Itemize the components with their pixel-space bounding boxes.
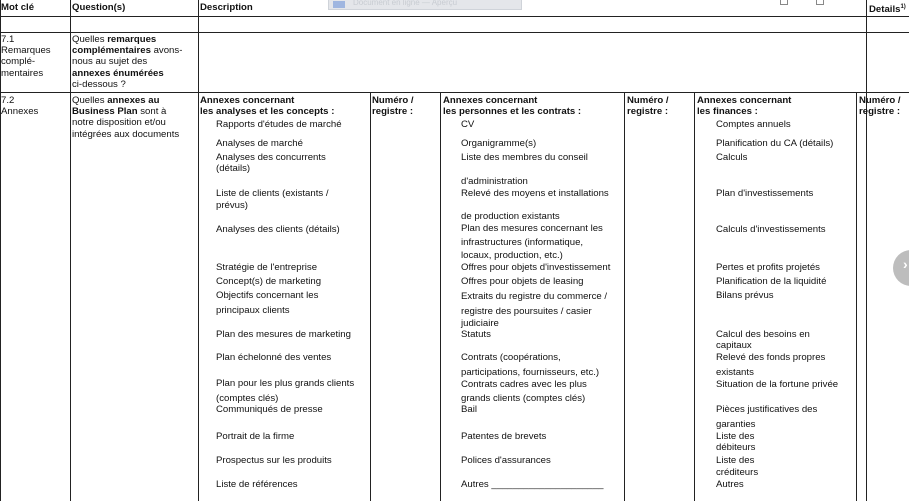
viewer-corner-icons bbox=[780, 0, 840, 6]
annex-item: existants bbox=[716, 367, 754, 378]
annex-item: registre des poursuites / casier bbox=[461, 306, 592, 317]
annex-item: Analyses des concurrents bbox=[216, 152, 326, 163]
annex-item: capitaux bbox=[716, 340, 752, 351]
annex-item: (détails) bbox=[216, 163, 251, 174]
annex-item: d'administration bbox=[461, 176, 528, 187]
row71-question-line: Quelles remarques bbox=[72, 34, 157, 45]
row71-question-line: ci-dessous ? bbox=[72, 78, 126, 90]
subcolumn-divider-col3 bbox=[694, 93, 695, 501]
col2-header: Annexes concernant les personnes et les contrats : bbox=[443, 95, 582, 118]
numero-header-3: Numéro / registre : bbox=[859, 95, 901, 118]
annex-item: (comptes clés) bbox=[216, 393, 279, 404]
header-details bbox=[869, 4, 906, 15]
annex-item: Liste des membres du conseil bbox=[461, 152, 588, 163]
column-divider-details bbox=[866, 0, 867, 501]
annex-item: Liste de références bbox=[216, 479, 298, 490]
annex-item: Statuts bbox=[461, 329, 491, 340]
annex-item: Portrait de la firme bbox=[216, 431, 295, 442]
annex-item: judiciaire bbox=[461, 318, 499, 329]
annex-item: Plan des mesures concernant les bbox=[461, 223, 603, 234]
row71-question-line: annexes énumérées bbox=[72, 67, 164, 79]
numero-header-1: Numéro / registre : bbox=[372, 95, 414, 118]
annex-item: prévus) bbox=[216, 200, 248, 211]
annex-item: Planification de la liquidité bbox=[716, 276, 827, 287]
subcolumn-divider-numero3 bbox=[856, 93, 857, 501]
annex-item: Situation de la fortune privée bbox=[716, 379, 839, 390]
annex-item: Analyses des clients (détails) bbox=[216, 224, 340, 235]
header-details-footnote: 1) bbox=[900, 3, 906, 10]
row-divider-7-1 bbox=[0, 32, 909, 33]
row71-key-line: mentaires bbox=[1, 67, 44, 79]
annex-item: Plan d'investissements bbox=[716, 188, 814, 199]
annex-item: Organigramme(s) bbox=[461, 138, 537, 149]
annex-item: Comptes annuels bbox=[716, 119, 791, 130]
annex-item: Liste des bbox=[716, 431, 755, 442]
annex-item: Bilans prévus bbox=[716, 290, 774, 301]
annex-item: Plan des mesures de marketing bbox=[216, 329, 351, 340]
subcolumn-divider-numero2 bbox=[624, 93, 625, 501]
annex-item: infrastructures (informatique, bbox=[461, 237, 584, 248]
annex-item: Bail bbox=[461, 404, 477, 415]
annex-item: Patentes de brevets bbox=[461, 431, 547, 442]
annex-item: Analyses de marché bbox=[216, 138, 303, 149]
row71-key-line: Remarques bbox=[1, 45, 51, 57]
window-control-icon[interactable] bbox=[780, 0, 788, 5]
chevron-right-icon: › bbox=[903, 256, 908, 272]
viewer-overlay-text: Document en ligne — Aperçu bbox=[353, 0, 458, 7]
annex-item: Polices d'assurances bbox=[461, 455, 551, 466]
row72-question-line: intégrées aux documents bbox=[72, 128, 180, 140]
subcolumn-divider-numero1 bbox=[370, 93, 371, 501]
annex-item: Stratégie de l'entreprise bbox=[216, 262, 318, 273]
annex-item: participations, fournisseurs, etc.) bbox=[461, 367, 600, 378]
annex-item: Planification du CA (détails) bbox=[716, 138, 834, 149]
col3-header: Annexes concernant les finances : bbox=[697, 95, 792, 118]
annex-item: Prospectus sur les produits bbox=[216, 455, 332, 466]
row-divider-7-2 bbox=[0, 92, 909, 93]
annex-item: Communiqués de presse bbox=[216, 404, 323, 415]
annex-item: Concept(s) de marketing bbox=[216, 276, 322, 287]
annex-item: Liste de clients (existants / bbox=[216, 188, 329, 199]
row71-key bbox=[1, 34, 51, 79]
annex-item: Rapports d'études de marché bbox=[216, 119, 342, 130]
row72-question-line: notre disposition et/ou bbox=[72, 117, 166, 129]
row72-key-line: Annexes bbox=[1, 106, 39, 118]
annex-item: garanties bbox=[716, 419, 756, 430]
header-questions: Question(s) bbox=[72, 2, 126, 13]
annex-item: créditeurs bbox=[716, 467, 759, 478]
next-page-button[interactable] bbox=[893, 250, 909, 286]
header-mot-cle: Mot clé bbox=[1, 2, 35, 13]
annex-item: Pertes et profits projetés bbox=[716, 262, 820, 273]
row71-question-line: nous au sujet des bbox=[72, 56, 148, 68]
annex-item: Autres _____________________ bbox=[461, 479, 604, 490]
annex-item: Objectifs concernant les bbox=[216, 290, 319, 301]
annex-item: Offres pour objets de leasing bbox=[461, 276, 584, 287]
document-icon bbox=[333, 1, 345, 8]
annex-item: Extraits du registre du commerce / bbox=[461, 291, 608, 302]
viewer-toolbar-overlay[interactable] bbox=[328, 0, 522, 10]
annex-item: Calculs bbox=[716, 152, 748, 163]
subcolumn-divider-col2 bbox=[440, 93, 441, 501]
annex-item: grands clients (comptes clés) bbox=[461, 393, 586, 404]
column-divider-description bbox=[198, 0, 199, 501]
annex-item: Relevé des fonds propres bbox=[716, 352, 826, 363]
row72-key-line: 7.2 bbox=[1, 95, 15, 106]
annex-item: Contrats (coopérations, bbox=[461, 352, 561, 363]
annex-item: CV bbox=[461, 119, 475, 130]
annex-item: Calculs d'investissements bbox=[716, 224, 826, 235]
annex-item: Pièces justificatives des bbox=[716, 404, 818, 415]
row72-question-line: Quelles annexes au bbox=[72, 95, 160, 106]
annex-item: locaux, production, etc.) bbox=[461, 250, 563, 261]
row72-key bbox=[1, 95, 38, 117]
annex-item: Autres bbox=[716, 479, 744, 490]
annex-item: Offres pour objets d'investissement bbox=[461, 262, 611, 273]
column-divider-question bbox=[70, 0, 71, 501]
header-details-label: Details bbox=[869, 4, 901, 15]
annex-item: principaux clients bbox=[216, 305, 290, 316]
row72-question bbox=[72, 95, 179, 140]
row71-question bbox=[72, 34, 182, 90]
annex-item: Plan échelonné des ventes bbox=[216, 352, 332, 363]
annex-item: Calcul des besoins en bbox=[716, 329, 810, 340]
annex-item: Relevé des moyens et installations bbox=[461, 188, 609, 199]
annex-item: Plan pour les plus grands clients bbox=[216, 378, 355, 389]
window-control-icon[interactable] bbox=[816, 0, 824, 5]
header-description: Description bbox=[200, 2, 253, 13]
annex-item: Liste des bbox=[716, 455, 755, 466]
annex-item: débiteurs bbox=[716, 442, 756, 453]
row71-question-line: complémentaires avons- bbox=[72, 45, 183, 57]
numero-header-2: Numéro / registre : bbox=[627, 95, 669, 118]
row72-question-line: Business Plan sont à bbox=[72, 106, 167, 118]
annex-item: Contrats cadres avec les plus bbox=[461, 379, 587, 390]
col1-header: Annexes concernant les analyses et les concepts : bbox=[200, 95, 335, 118]
header-bottom-border bbox=[0, 16, 909, 17]
annex-item: de production existants bbox=[461, 211, 560, 222]
row71-key-line: complé- bbox=[1, 56, 36, 68]
row71-key-line: 7.1 bbox=[1, 34, 15, 45]
